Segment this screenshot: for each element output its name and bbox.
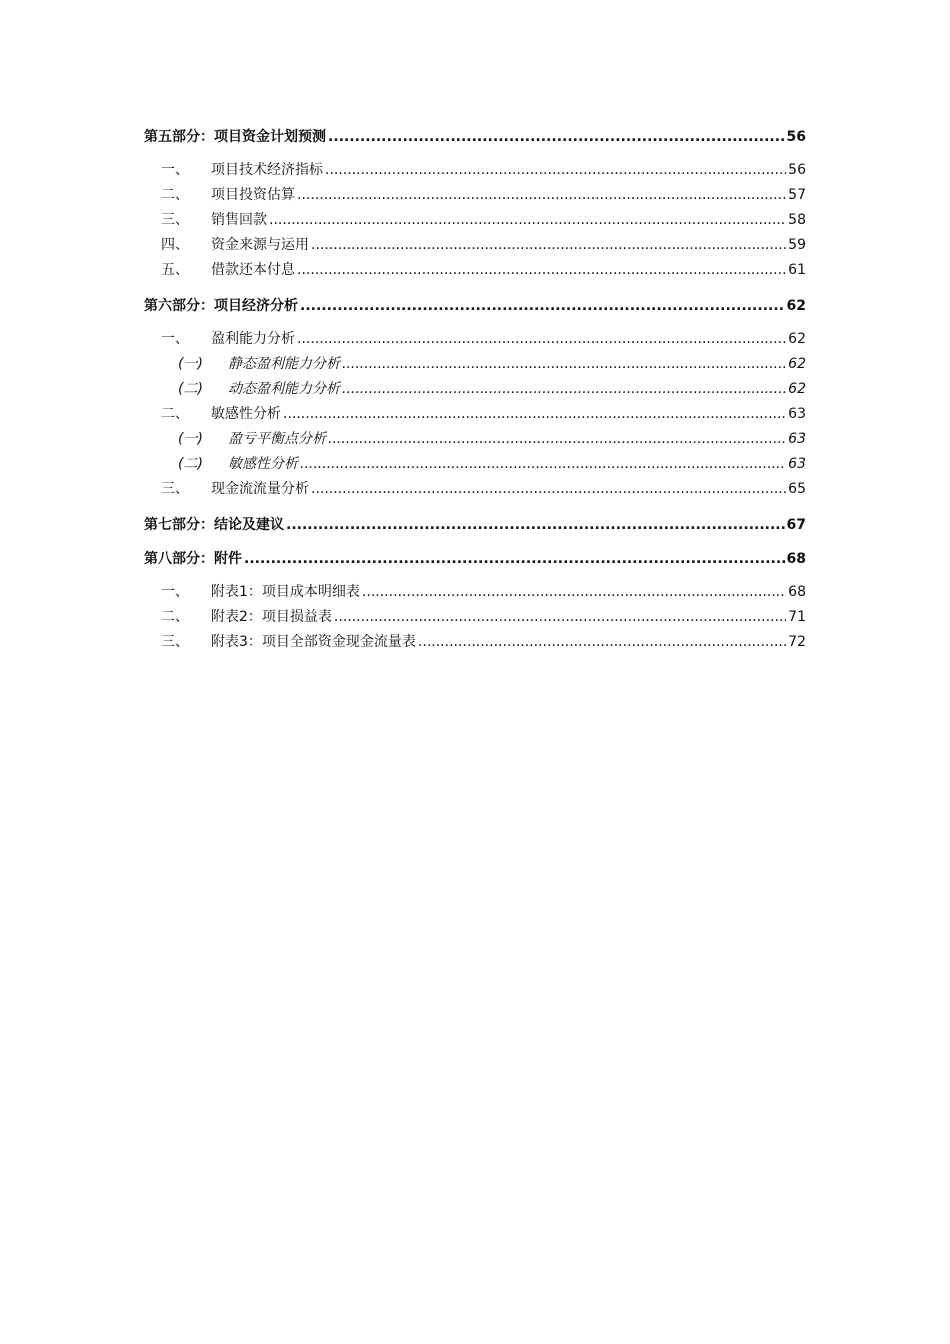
toc-dot-leader (300, 452, 786, 477)
toc-entry-title: 静态盈利能力分析 (228, 356, 340, 372)
toc-entry-number: (二) (178, 456, 203, 472)
toc-dot-leader (244, 548, 785, 570)
toc-entry-title: 盈亏平衡点分析 (228, 431, 326, 447)
toc-section-entry[interactable] (144, 605, 806, 630)
toc-page-number: 65 (788, 481, 806, 497)
toc-subsection-entry[interactable] (144, 452, 806, 477)
toc-dot-leader (418, 630, 786, 655)
toc-entry-number: 三、 (161, 212, 189, 228)
toc-page-number: 68 (786, 551, 806, 567)
toc-page-number: 71 (788, 609, 806, 625)
toc-entry-title: 第八部分：附件 (144, 551, 242, 567)
toc-section-entry[interactable] (144, 630, 806, 655)
toc-entry-title: 盈利能力分析 (211, 331, 295, 347)
toc-subsection-entry[interactable] (144, 427, 806, 452)
toc-section-entry[interactable] (144, 258, 806, 283)
toc-dot-leader (311, 477, 786, 502)
toc-dot-leader (300, 295, 785, 317)
toc-subsection-entry[interactable] (144, 352, 806, 377)
toc-section-entry[interactable] (144, 580, 806, 605)
toc-dot-leader (297, 258, 786, 283)
toc-entry-title: 附表3：项目全部资金现金流量表 (211, 634, 416, 650)
toc-entry-title: 附表2：项目损益表 (211, 609, 332, 625)
toc-page-number: 62 (788, 331, 806, 347)
toc-dot-leader (297, 183, 786, 208)
toc-entry-title: 项目投资估算 (211, 187, 295, 203)
toc-dot-leader (269, 208, 786, 233)
toc-dot-leader (334, 605, 786, 630)
toc-page-number: 57 (788, 187, 806, 203)
toc-page-number: 67 (786, 517, 806, 533)
toc-entry-title: 借款还本付息 (211, 262, 295, 278)
toc-section-entry[interactable] (144, 233, 806, 258)
toc-section-entry[interactable] (144, 402, 806, 427)
toc-page-number: 63 (788, 456, 806, 472)
toc-entry-number: 一、 (161, 162, 189, 178)
toc-entry-title: 第七部分：结论及建议 (144, 517, 284, 533)
toc-entry-title: 项目技术经济指标 (211, 162, 323, 178)
toc-entry-title: 资金来源与运用 (211, 237, 309, 253)
toc-entry-title: 现金流流量分析 (211, 481, 309, 497)
toc-page-number: 61 (788, 262, 806, 278)
toc-section-entry[interactable] (144, 327, 806, 352)
toc-page-number: 62 (786, 298, 806, 314)
toc-entry-number: 五、 (161, 262, 189, 278)
toc-subsection-entry[interactable] (144, 377, 806, 402)
toc-dot-leader (286, 514, 785, 536)
toc-entry-number: 二、 (161, 609, 189, 625)
toc-dot-leader (342, 377, 786, 402)
toc-page-number: 62 (788, 381, 806, 397)
toc-entry-number: 一、 (161, 584, 189, 600)
toc-page-number: 62 (788, 356, 806, 372)
toc-dot-leader (283, 402, 786, 427)
toc-entry-number: 四、 (161, 237, 189, 253)
toc-section-entry[interactable] (144, 477, 806, 502)
toc-entry-number: (一) (178, 431, 203, 447)
toc-page-number: 63 (788, 431, 806, 447)
toc-part-entry[interactable] (144, 126, 806, 148)
toc-section-entry[interactable] (144, 183, 806, 208)
toc-entry-number: 二、 (161, 187, 189, 203)
toc-page-number: 59 (788, 237, 806, 253)
toc-page-number: 72 (788, 634, 806, 650)
toc-dot-leader (342, 352, 786, 377)
toc-dot-leader (362, 580, 786, 605)
toc-dot-leader (297, 327, 786, 352)
toc-entry-title: 附表1：项目成本明细表 (211, 584, 360, 600)
toc-entry-number: 三、 (161, 481, 189, 497)
toc-entry-number: (一) (178, 356, 203, 372)
toc-page-number: 56 (788, 162, 806, 178)
toc-dot-leader (325, 158, 786, 183)
toc-entry-title: 敏感性分析 (211, 406, 281, 422)
toc-entry-number: 三、 (161, 634, 189, 650)
toc-page-number: 63 (788, 406, 806, 422)
toc-entry-number: (二) (178, 381, 203, 397)
toc-entry-title: 敏感性分析 (228, 456, 298, 472)
toc-entry-number: 一、 (161, 331, 189, 347)
toc-part-entry[interactable] (144, 295, 806, 317)
toc-part-entry[interactable] (144, 548, 806, 570)
toc-entry-number: 二、 (161, 406, 189, 422)
toc-entry-title: 第五部分：项目资金计划预测 (144, 129, 326, 145)
toc-dot-leader (328, 427, 786, 452)
toc-entry-title: 销售回款 (211, 212, 267, 228)
toc-page-number: 68 (788, 584, 806, 600)
toc-entry-title: 动态盈利能力分析 (228, 381, 340, 397)
toc-section-entry[interactable] (144, 158, 806, 183)
toc-part-entry[interactable] (144, 514, 806, 536)
table-of-contents (144, 126, 806, 655)
toc-page-number: 56 (786, 129, 806, 145)
toc-dot-leader (328, 126, 785, 148)
toc-dot-leader (311, 233, 786, 258)
toc-section-entry[interactable] (144, 208, 806, 233)
toc-page-number: 58 (788, 212, 806, 228)
toc-entry-title: 第六部分：项目经济分析 (144, 298, 298, 314)
